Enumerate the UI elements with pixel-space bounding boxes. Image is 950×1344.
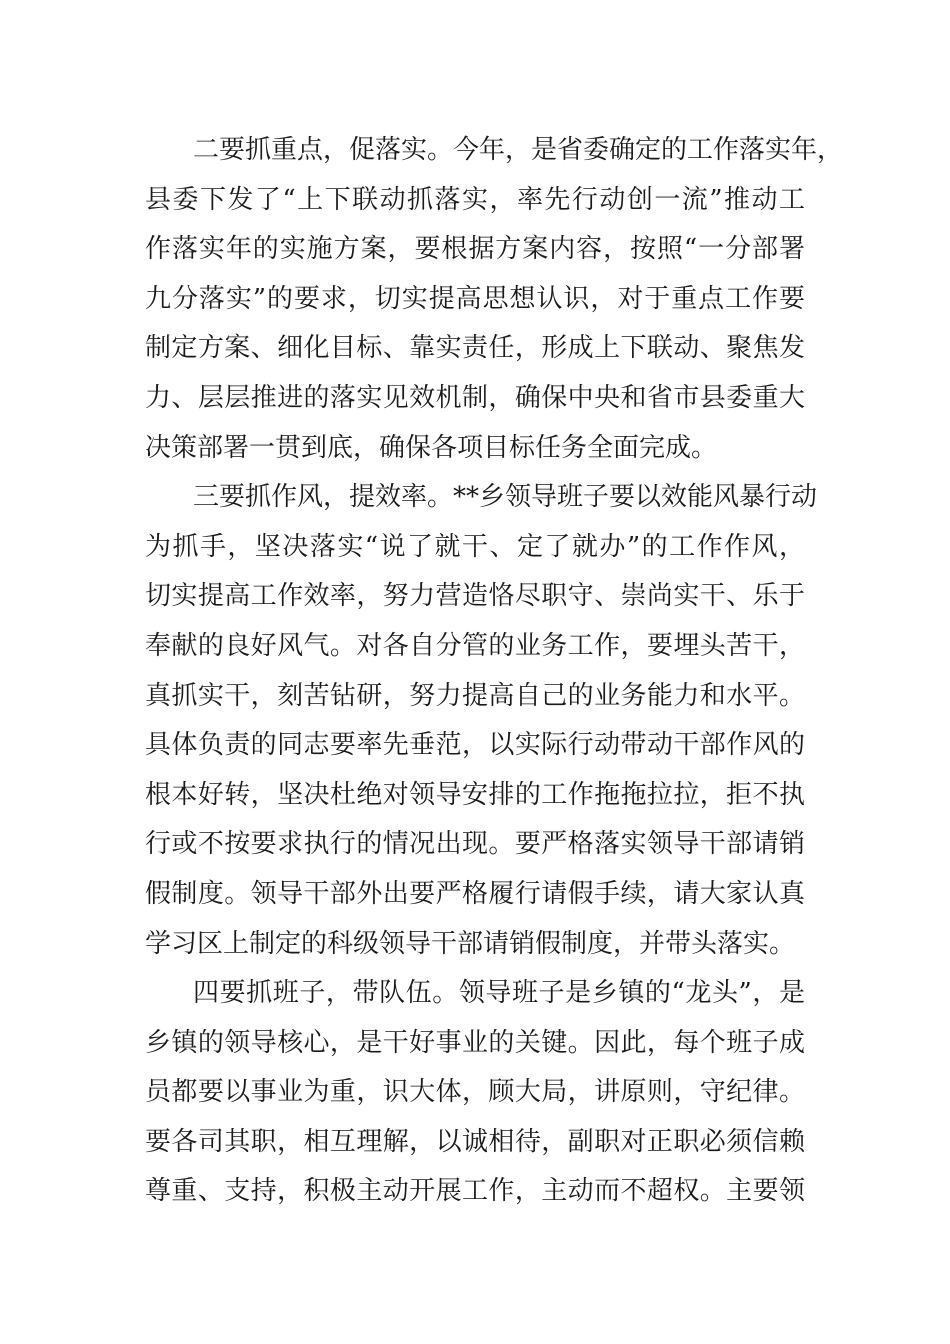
paragraph-leadership-team — [145, 969, 805, 1217]
paragraph-line: 要各司其职，相互理解，以诚相待，副职对正职必须信赖 — [145, 1126, 805, 1157]
paragraph-line: 学习区上制定的科级领导干部请销假制度，并带头落实。 — [145, 928, 796, 959]
paragraph-line: 奉献的良好风气。对各自分管的业务工作，要埋头苦干， — [145, 630, 805, 661]
paragraph-line: 三要抓作风，提效率。**乡领导班子要以效能风暴行动 — [193, 482, 818, 513]
paragraph-line: 二要抓重点，促落实。今年，是省委确定的工作落实年， — [193, 135, 844, 165]
paragraph-line: 四要抓班子，带队伍。领导班子是乡镇的“龙头”，是 — [193, 978, 805, 1009]
paragraph-line: 乡镇的领导核心，是干好事业的关键。因此，每个班子成 — [145, 1027, 805, 1058]
paragraph-line: 切实提高工作效率，努力营造恪尽职守、崇尚实干、乐于 — [145, 581, 805, 612]
paragraph-line: 作落实年的实施方案，要根据方案内容，按照“一分部署 — [145, 234, 805, 265]
paragraph-line: 制定方案、细化目标、靠实责任，形成上下联动、聚焦发 — [145, 333, 805, 364]
paragraph-line: 为抓手，坚决落实“说了就干、定了就办”的工作作风， — [145, 531, 805, 562]
paragraph-line: 力、层层推进的落实见效机制，确保中央和省市县委重大 — [145, 382, 805, 413]
paragraph-line: 假制度。领导干部外出要严格履行请假手续，请大家认真 — [145, 878, 805, 909]
paragraph-line: 行或不按要求执行的情况出现。要严格落实领导干部请销 — [145, 829, 805, 860]
paragraph-line: 根本好转，坚决杜绝对领导安排的工作拖拖拉拉，拒不执 — [145, 779, 805, 810]
paragraph-implementation — [145, 126, 844, 473]
paragraph-line: 九分落实”的要求，切实提高思想认识，对于重点工作要 — [145, 283, 805, 314]
paragraph-line: 真抓实干，刻苦钻研，努力提高自己的业务能力和水平。 — [145, 680, 805, 711]
paragraph-line: 员都要以事业为重，识大体，顾大局，讲原则，守纪律。 — [145, 1077, 805, 1108]
paragraph-line: 具体负责的同志要率先垂范，以实际行动带动干部作风的 — [145, 730, 805, 761]
paragraph-line: 尊重、支持，积极主动开展工作，主动而不超权。主要领 — [145, 1176, 805, 1207]
paragraph-work-style — [145, 473, 818, 969]
paragraph-line: 决策部署一贯到底，确保各项目标任务全面完成。 — [145, 432, 718, 463]
document-body — [145, 126, 844, 1217]
paragraph-line: 县委下发了“上下联动抓落实，率先行动创一流”推动工 — [145, 184, 805, 215]
